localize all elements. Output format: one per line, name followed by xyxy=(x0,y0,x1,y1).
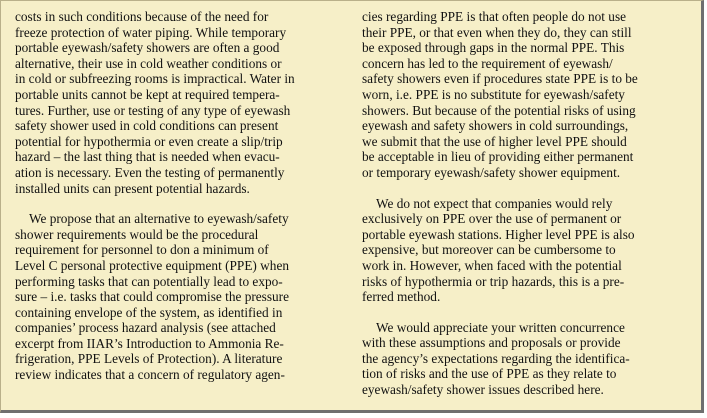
text-line: or temporary eyewash/safety shower equipment. xyxy=(362,164,621,180)
left-column xyxy=(15,9,342,383)
text-line: risks of hypothermia or trip hazards, this is a pre- xyxy=(362,273,625,289)
text-line: installed units can present potential hazards. xyxy=(15,180,250,196)
text-line: companies’ process hazard analysis (see attached xyxy=(15,320,276,336)
text-line: excerpt from IIAR’s Introduction to Ammonia Re- xyxy=(15,335,284,351)
text-line: cies regarding PPE is that often people do not use xyxy=(362,9,627,24)
text-line: with these assumptions and proposals or provide xyxy=(362,335,621,351)
text-line: worn, i.e. PPE is no substitute for eyewash/safety xyxy=(362,86,625,102)
text-line: portable units cannot be kept at required tempera- xyxy=(15,86,280,102)
text-line: be exposed through gaps in the normal PPE. This xyxy=(362,40,625,56)
text-line: hazard – the last thing that is needed when evacu- xyxy=(15,149,280,165)
text-line: work in. However, when faced with the potential xyxy=(362,257,622,273)
text-line: expensive, but moreover can be cumbersome to xyxy=(362,242,616,258)
text-line: sure – i.e. tasks that could compromise the pressure xyxy=(15,289,289,305)
text-line: showers. But because of the potential risks of using xyxy=(362,102,636,118)
text-line: concern has led to the requirement of eyewash/ xyxy=(362,55,613,71)
text-line: shower requirements would be the procedural xyxy=(15,226,259,242)
text-line: be acceptable in lieu of providing either permanent xyxy=(362,149,634,165)
text-line: portable eyewash stations. Higher level PPE is also xyxy=(362,226,635,242)
text-line: frigeration, PPE Levels of Protection). A literature xyxy=(15,351,283,367)
left-paragraph-2 xyxy=(15,211,342,383)
text-line: performing tasks that can potentially lead to expo- xyxy=(15,273,283,289)
text-line: containing envelope of the system, as identified in xyxy=(15,304,283,320)
right-paragraph-1 xyxy=(362,9,689,181)
text-line: we submit that the use of higher level PPE should xyxy=(362,133,627,149)
right-paragraph-3 xyxy=(362,320,689,398)
text-line: their PPE, or that even when they do, they can still xyxy=(362,24,632,40)
right-column xyxy=(362,9,689,398)
text-line: in cold or subfreezing rooms is impractical. Water in xyxy=(15,71,295,87)
text-line: eyewash and safety showers in cold surroundings, xyxy=(362,118,629,134)
text-line: We would appreciate your written concurrence xyxy=(376,319,625,335)
text-line: the agency’s expectations regarding the identifica- xyxy=(362,350,630,366)
text-line: potential for hypothermia or even create a slip/trip xyxy=(15,133,283,149)
text-line: safety shower used in cold conditions can present xyxy=(15,118,279,134)
text-line: exclusively on PPE over the use of permanent or xyxy=(362,211,622,227)
text-line: ferred method. xyxy=(362,289,441,305)
text-line: freeze protection of water piping. While temporary xyxy=(15,24,287,40)
right-paragraph-2 xyxy=(362,196,689,305)
text-line: We do not expect that companies would rely xyxy=(376,195,613,211)
text-line: requirement for personnel to don a minimum of xyxy=(15,242,269,258)
text-line: safety showers even if procedures state PPE is to be xyxy=(362,71,638,87)
text-line: tion of risks and the use of PPE as they relate to xyxy=(362,366,617,382)
left-paragraph-1 xyxy=(15,9,342,196)
text-line: Level C personal protective equipment (PPE) when xyxy=(15,257,289,273)
text-line: portable eyewash/safety showers are often a good xyxy=(15,40,280,56)
text-line: eyewash/safety shower issues described here. xyxy=(362,382,604,398)
text-line: alternative, their use in cold weather conditions or xyxy=(15,55,282,71)
text-line: costs in such conditions because of the need for xyxy=(15,9,269,24)
text-line: We propose that an alternative to eyewash/safety xyxy=(29,211,289,227)
text-line: ation is necessary. Even the testing of permanently xyxy=(15,164,285,180)
text-line: review indicates that a concern of regulatory agen- xyxy=(15,367,285,383)
text-line: tures. Further, use or testing of any type of eyewash xyxy=(15,102,291,118)
